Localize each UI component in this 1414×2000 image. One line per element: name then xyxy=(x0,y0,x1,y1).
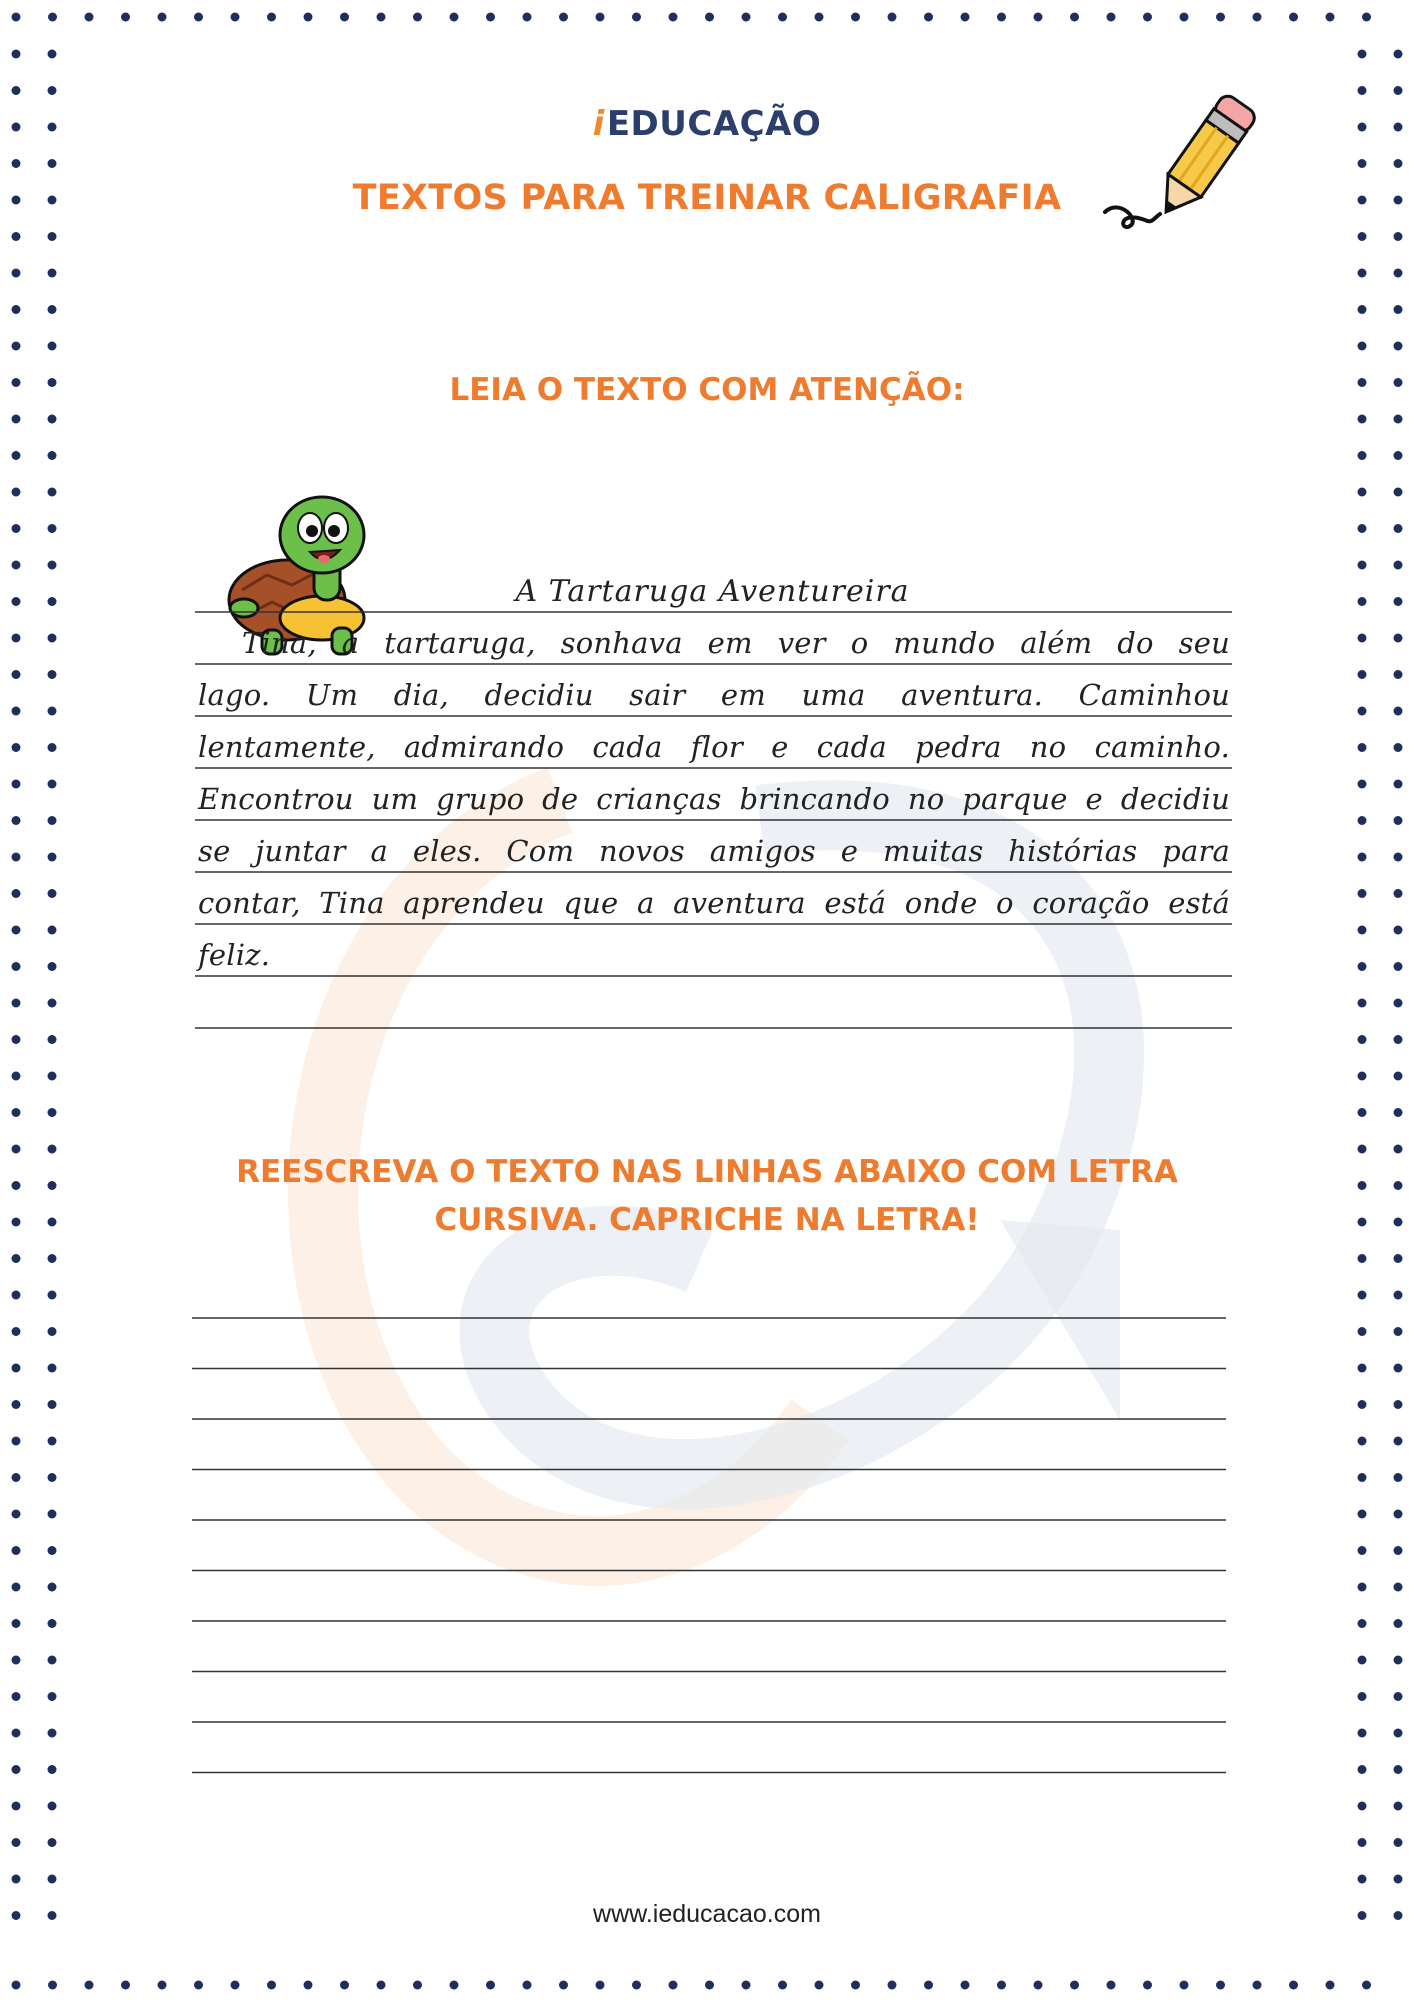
reading-heading: LEIA O TEXTO COM ATENÇÃO: xyxy=(449,372,965,408)
story-title: A Tartaruga Aventureira xyxy=(515,574,910,609)
page-title: TEXTOS PARA TREINAR CALIGRAFIA xyxy=(352,178,1062,218)
instruction-line-1: REESCREVA O TEXTO NAS LINHAS ABAIXO COM LETRA xyxy=(236,1154,1178,1190)
story-line: Tina, a tartaruga, sonhava em ver o mundo além do seu xyxy=(242,626,1230,660)
logo-text: EDUCAÇÃO xyxy=(606,104,822,144)
story-line: contar, Tina aprendeu que a aventura está onde o coração está xyxy=(198,886,1230,920)
story-line: lago. Um dia, decidiu sair em uma aventura. Caminhou xyxy=(198,678,1230,712)
instruction-line-2: CURSIVA. CAPRICHE NA LETRA! xyxy=(434,1202,980,1238)
story-line: se juntar a eles. Com novos amigos e muitas histórias para xyxy=(198,834,1230,868)
rewrite-instruction xyxy=(0,1148,1414,1244)
footer-url: www.ieducacao.com xyxy=(593,1900,821,1928)
logo-i-mark: i xyxy=(592,104,605,144)
story-line: Encontrou um grupo de crianças brincando no parque e decidiu xyxy=(198,782,1230,816)
story-line: lentamente, admirando cada flor e cada pedra no caminho. xyxy=(198,730,1230,764)
story-line: feliz. xyxy=(198,938,271,972)
